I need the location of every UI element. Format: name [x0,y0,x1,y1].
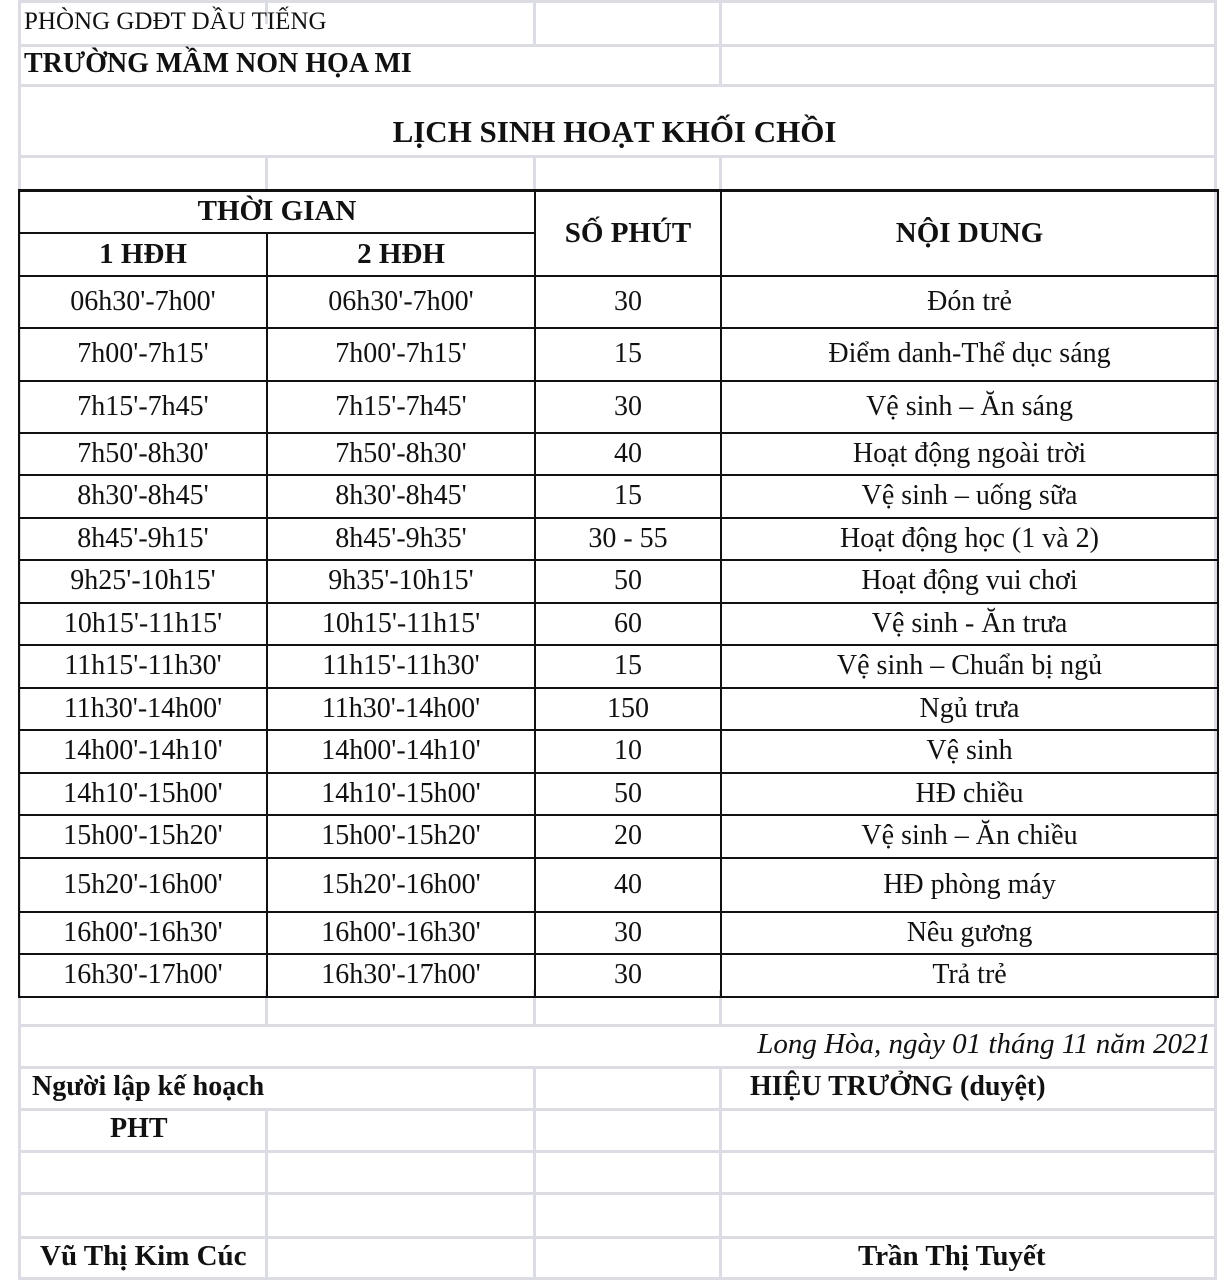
minutes-cell: 30 [535,276,721,328]
department-name: PHÒNG GDĐT DẦU TIẾNG [24,8,327,35]
minutes-cell: 20 [535,815,721,858]
minutes-cell: 15 [535,328,721,381]
planner-role: PHT [110,1113,168,1144]
time-group-header: THỜI GIAN [19,191,535,233]
time-1-cell: 9h25'-10h15' [19,560,267,603]
content-cell: Đón trẻ [721,276,1218,328]
time-2-cell: 7h15'-7h45' [267,381,535,433]
table-row [19,433,1218,475]
time-2-cell: 10h15'-11h15' [267,603,535,645]
minutes-cell: 30 [535,954,721,997]
table-row [19,773,1218,815]
minutes-cell: 50 [535,560,721,603]
page-title: LỊCH SINH HOẠT KHỐI CHỒI [392,114,837,149]
time-1-cell: 15h20'-16h00' [19,858,267,912]
minutes-cell: 40 [535,858,721,912]
time-2-cell: 14h10'-15h00' [267,773,535,815]
minutes-cell: 15 [535,645,721,688]
table-row [19,560,1218,603]
time-2-cell: 16h30'-17h00' [267,954,535,997]
table-row [19,328,1218,381]
table-row [19,518,1218,560]
time-2-cell: 15h00'-15h20' [267,815,535,858]
table-row [19,645,1218,688]
time-2-cell: 14h00'-14h10' [267,730,535,773]
time-1-cell: 14h00'-14h10' [19,730,267,773]
time-2-cell: 7h50'-8h30' [267,433,535,475]
minutes-header: SỐ PHÚT [535,191,721,276]
time-1-cell: 7h50'-8h30' [19,433,267,475]
time-1-cell: 11h15'-11h30' [19,645,267,688]
time-1-cell: 8h45'-9h15' [19,518,267,560]
table-row [19,730,1218,773]
content-cell: Vệ sinh - Ăn trưa [721,603,1218,645]
table-row [19,475,1218,518]
time-2-header: 2 HĐH [267,233,535,276]
minutes-cell: 30 [535,381,721,433]
principal-name: Trần Thị Tuyết [858,1240,1046,1272]
table-row [19,381,1218,433]
time-1-cell: 15h00'-15h20' [19,815,267,858]
table-row [19,603,1218,645]
content-cell: Hoạt động học (1 và 2) [721,518,1218,560]
time-1-cell: 14h10'-15h00' [19,773,267,815]
planner-name: Vũ Thị Kim Cúc [40,1240,247,1272]
time-1-cell: 8h30'-8h45' [19,475,267,518]
content-cell: Vệ sinh – Chuẩn bị ngủ [721,645,1218,688]
school-name: TRƯỜNG MẦM NON HỌA MI [24,48,412,79]
content-cell: Trả trẻ [721,954,1218,997]
table-row [19,688,1218,730]
content-cell: Vệ sinh – Ăn sáng [721,381,1218,433]
time-2-cell: 06h30'-7h00' [267,276,535,328]
time-2-cell: 8h45'-9h35' [267,518,535,560]
content-cell: Vệ sinh [721,730,1218,773]
content-cell: Điểm danh-Thể dục sáng [721,328,1218,381]
time-1-cell: 11h30'-14h00' [19,688,267,730]
time-2-cell: 11h15'-11h30' [267,645,535,688]
time-1-cell: 16h30'-17h00' [19,954,267,997]
minutes-cell: 50 [535,773,721,815]
table-row [19,858,1218,912]
time-2-cell: 16h00'-16h30' [267,912,535,954]
content-cell: Hoạt động vui chơi [721,560,1218,603]
principal-label: HIỆU TRƯỞNG (duyệt) [750,1071,1046,1102]
minutes-cell: 60 [535,603,721,645]
content-cell: Vệ sinh – uống sữa [721,475,1218,518]
time-1-cell: 16h00'-16h30' [19,912,267,954]
time-1-cell: 7h00'-7h15' [19,328,267,381]
time-2-cell: 9h35'-10h15' [267,560,535,603]
time-1-cell: 06h30'-7h00' [19,276,267,328]
table-row [19,912,1218,954]
content-header: NỘI DUNG [721,191,1218,276]
minutes-cell: 40 [535,433,721,475]
time-2-cell: 11h30'-14h00' [267,688,535,730]
content-cell: HĐ chiều [721,773,1218,815]
minutes-cell: 150 [535,688,721,730]
content-cell: Nêu gương [721,912,1218,954]
minutes-cell: 30 - 55 [535,518,721,560]
table-row [19,815,1218,858]
time-2-cell: 15h20'-16h00' [267,858,535,912]
minutes-cell: 10 [535,730,721,773]
minutes-cell: 30 [535,912,721,954]
content-cell: Ngủ trưa [721,688,1218,730]
time-2-cell: 8h30'-8h45' [267,475,535,518]
content-cell: HĐ phòng máy [721,858,1218,912]
schedule-table [18,189,1219,998]
content-cell: Vệ sinh – Ăn chiều [721,815,1218,858]
time-1-cell: 10h15'-11h15' [19,603,267,645]
content-cell: Hoạt động ngoài trời [721,433,1218,475]
time-1-cell: 7h15'-7h45' [19,381,267,433]
time-1-header: 1 HĐH [19,233,267,276]
planner-label: Người lập kế hoạch [32,1071,265,1102]
table-row [19,954,1218,997]
date-line: Long Hòa, ngày 01 tháng 11 năm 2021 [757,1028,1211,1060]
minutes-cell: 15 [535,475,721,518]
time-2-cell: 7h00'-7h15' [267,328,535,381]
table-row [19,276,1218,328]
